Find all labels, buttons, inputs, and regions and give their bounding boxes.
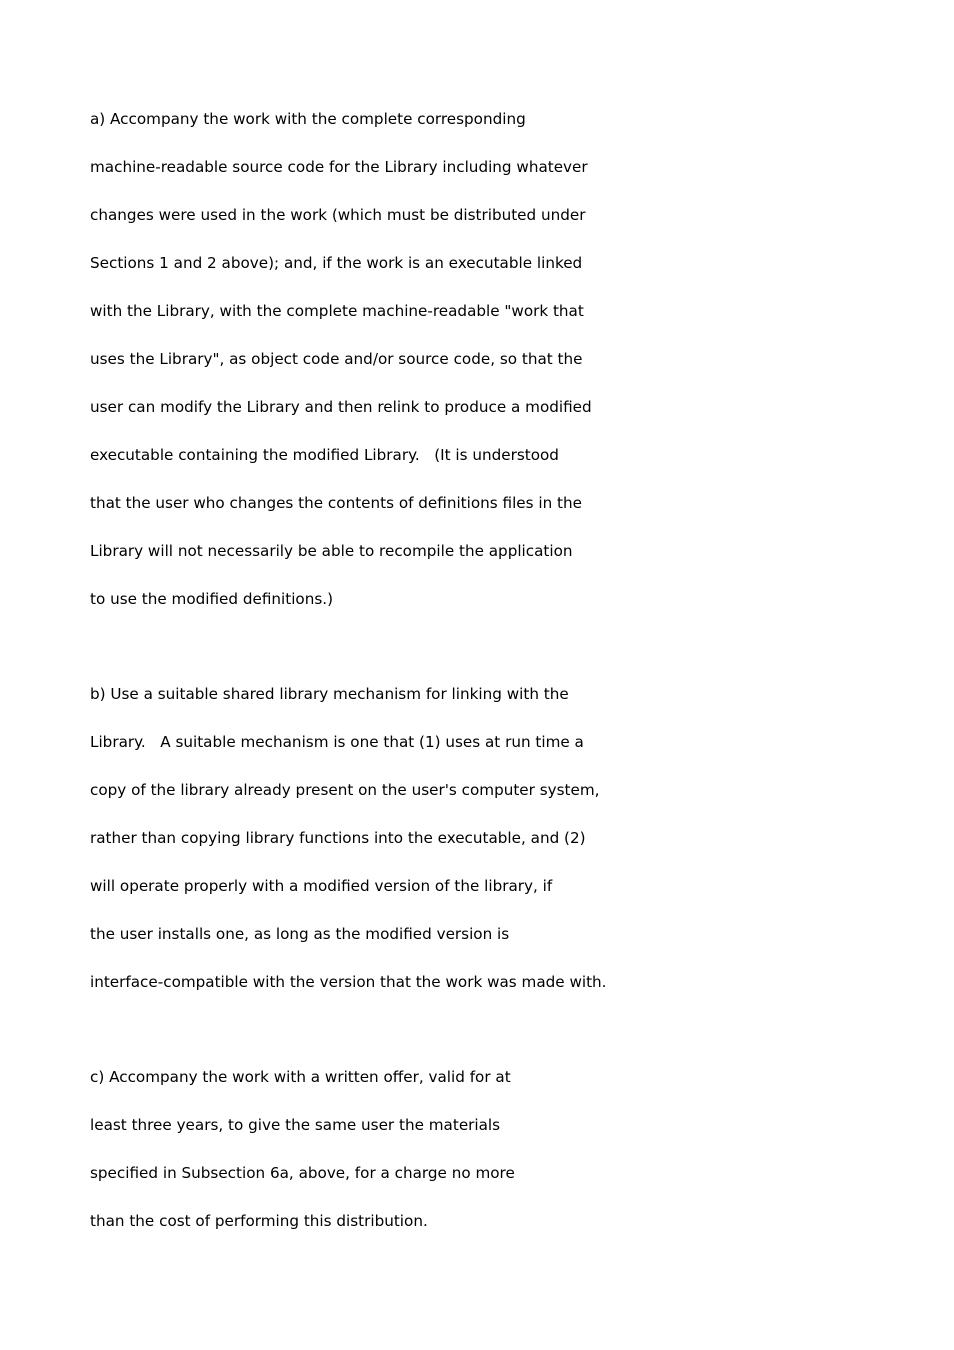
- text-line: b) Use a suitable shared library mechanism for linking with the: [90, 685, 569, 703]
- text-line: than the cost of performing this distribution.: [90, 1212, 428, 1230]
- text-line: a) Accompany the work with the complete corresponding: [90, 110, 526, 128]
- text-line: user can modify the Library and then relink to produce a modified: [90, 398, 592, 416]
- text-line: will operate properly with a modified version of the library, if: [90, 877, 553, 895]
- paragraph-b: [90, 683, 870, 1019]
- text-line: machine-readable source code for the Library including whatever: [90, 158, 588, 176]
- text-line: executable containing the modified Library. (It is understood: [90, 446, 559, 464]
- text-line: least three years, to give the same user the materials: [90, 1116, 501, 1134]
- text-line: Library. A suitable mechanism is one that (1) uses at run time a: [90, 733, 584, 751]
- paragraph-a: [90, 108, 870, 636]
- text-line: to use the modified definitions.): [90, 590, 334, 608]
- text-line: Sections 1 and 2 above); and, if the work is an executable linked: [90, 254, 583, 272]
- text-line: rather than copying library functions into the executable, and (2): [90, 829, 586, 847]
- text-line: uses the Library", as object code and/or source code, so that the: [90, 350, 583, 368]
- text-line: the user installs one, as long as the modified version is: [90, 925, 510, 943]
- text-line: with the Library, with the complete machine-readable "work that: [90, 302, 584, 320]
- text-line: specified in Subsection 6a, above, for a charge no more: [90, 1164, 515, 1182]
- text-line: copy of the library already present on the user's computer system,: [90, 781, 600, 799]
- paragraph-c: [90, 1066, 870, 1258]
- text-line: c) Accompany the work with a written offer, valid for at: [90, 1068, 511, 1086]
- text-line: that the user who changes the contents of definitions files in the: [90, 494, 582, 512]
- text-line: changes were used in the work (which must be distributed under: [90, 206, 586, 224]
- text-line: Library will not necessarily be able to recompile the application: [90, 542, 573, 560]
- text-line: interface-compatible with the version that the work was made with.: [90, 973, 607, 991]
